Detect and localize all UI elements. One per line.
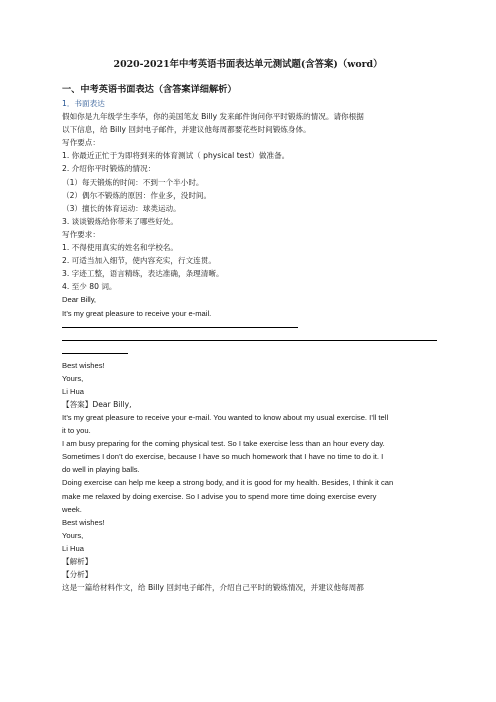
prompt-line: 假如你是九年级学生李华，你的美国笔友 Billy 发来邮件询问你平时锻炼的情况。请你根据 xyxy=(62,112,364,122)
prompt-line: 3. 字迹工整，语言精练，表达准确，条理清晰。 xyxy=(62,269,224,279)
answer-line: Doing exercise can help me keep a strong body, and it is good for my health. Besides, I think it can xyxy=(62,478,394,488)
prompt-line: 2. 介绍你平时锻炼的情况： xyxy=(62,164,156,174)
answer-line: week. xyxy=(62,504,82,514)
prompt-line: 3. 谈谈锻炼给你带来了哪些好处。 xyxy=(62,216,178,226)
prompt-line: 2. 可适当加入细节，使内容充实，行文连贯。 xyxy=(62,256,216,266)
answer-line: do well in playing balls. xyxy=(62,465,140,475)
prompt-block xyxy=(62,110,437,293)
answer-blank-line xyxy=(62,333,437,341)
prompt-line: （3）擅长的体育运动：球类运动。 xyxy=(62,203,181,213)
answer-blank-line xyxy=(62,320,298,328)
analysis-label: 【解析】 xyxy=(62,557,93,566)
fenxi-label: 【分析】 xyxy=(62,570,93,580)
answer-line: make me relaxed by doing exercise. So I advise you to spend more time doing exercise every xyxy=(62,491,377,501)
section-heading: 一、中考英语书面表达（含答案详细解析） xyxy=(62,84,237,95)
answer-block xyxy=(62,398,437,555)
question-label: 1．书面表达 xyxy=(62,99,105,108)
prompt-line: 1. 你最近正忙于为即将到来的体育测试（ physical test）做准备。 xyxy=(62,151,290,161)
letter-greeting: Dear Billy, xyxy=(62,295,97,305)
answer-line: it to you. xyxy=(62,426,91,436)
prompt-line: （1）每天锻炼的时间：不到一个半小时。 xyxy=(62,177,204,187)
answer-line: I am busy preparing for the coming physical test. So I take exercise less than an hour every day. xyxy=(62,439,385,449)
answer-line: Yours, xyxy=(62,530,84,540)
prompt-line: 写作要点： xyxy=(62,138,100,148)
answer-line: Best wishes! xyxy=(62,517,105,527)
answer-line: Li Hua xyxy=(62,543,84,553)
letter-closing: Best wishes! xyxy=(62,360,105,370)
prompt-line: 4. 至少 80 词。 xyxy=(62,282,117,292)
prompt-line: 以下信息，给 Billy 回封电子邮件，并建议他每周都要花些时间锻炼身体。 xyxy=(62,125,311,135)
letter-closing: Yours, xyxy=(62,373,84,383)
analysis-text: 这是一篇给材料作文，给 Billy 回封电子邮件，介绍自己平时的锻炼情况，并建议他每周都 xyxy=(62,583,364,593)
document-title: 2020-2021年中考英语书面表达单元测试题(含答案)（word） xyxy=(113,59,383,70)
prompt-line: 1. 不得使用真实的姓名和学校名。 xyxy=(62,243,178,253)
letter-signature: Li Hua xyxy=(62,386,84,396)
prompt-line: （2）偶尔不锻炼的原因：作业多，没时间。 xyxy=(62,190,212,200)
answer-line: 【答案】Dear Billy, xyxy=(62,399,132,409)
answer-line: It’s my great pleasure to receive your e-mail. You wanted to know about my usual exercise. I’ll tell xyxy=(62,412,389,422)
prompt-line: 写作要求： xyxy=(62,229,100,239)
document-body xyxy=(62,82,437,594)
letter-opening: It’s my great pleasure to receive your e-mail. xyxy=(62,308,212,318)
answer-line: Sometimes I don’t do exercise, because I have so much homework that I have no time to do it. I xyxy=(62,452,384,462)
answer-blank-line xyxy=(62,346,128,354)
